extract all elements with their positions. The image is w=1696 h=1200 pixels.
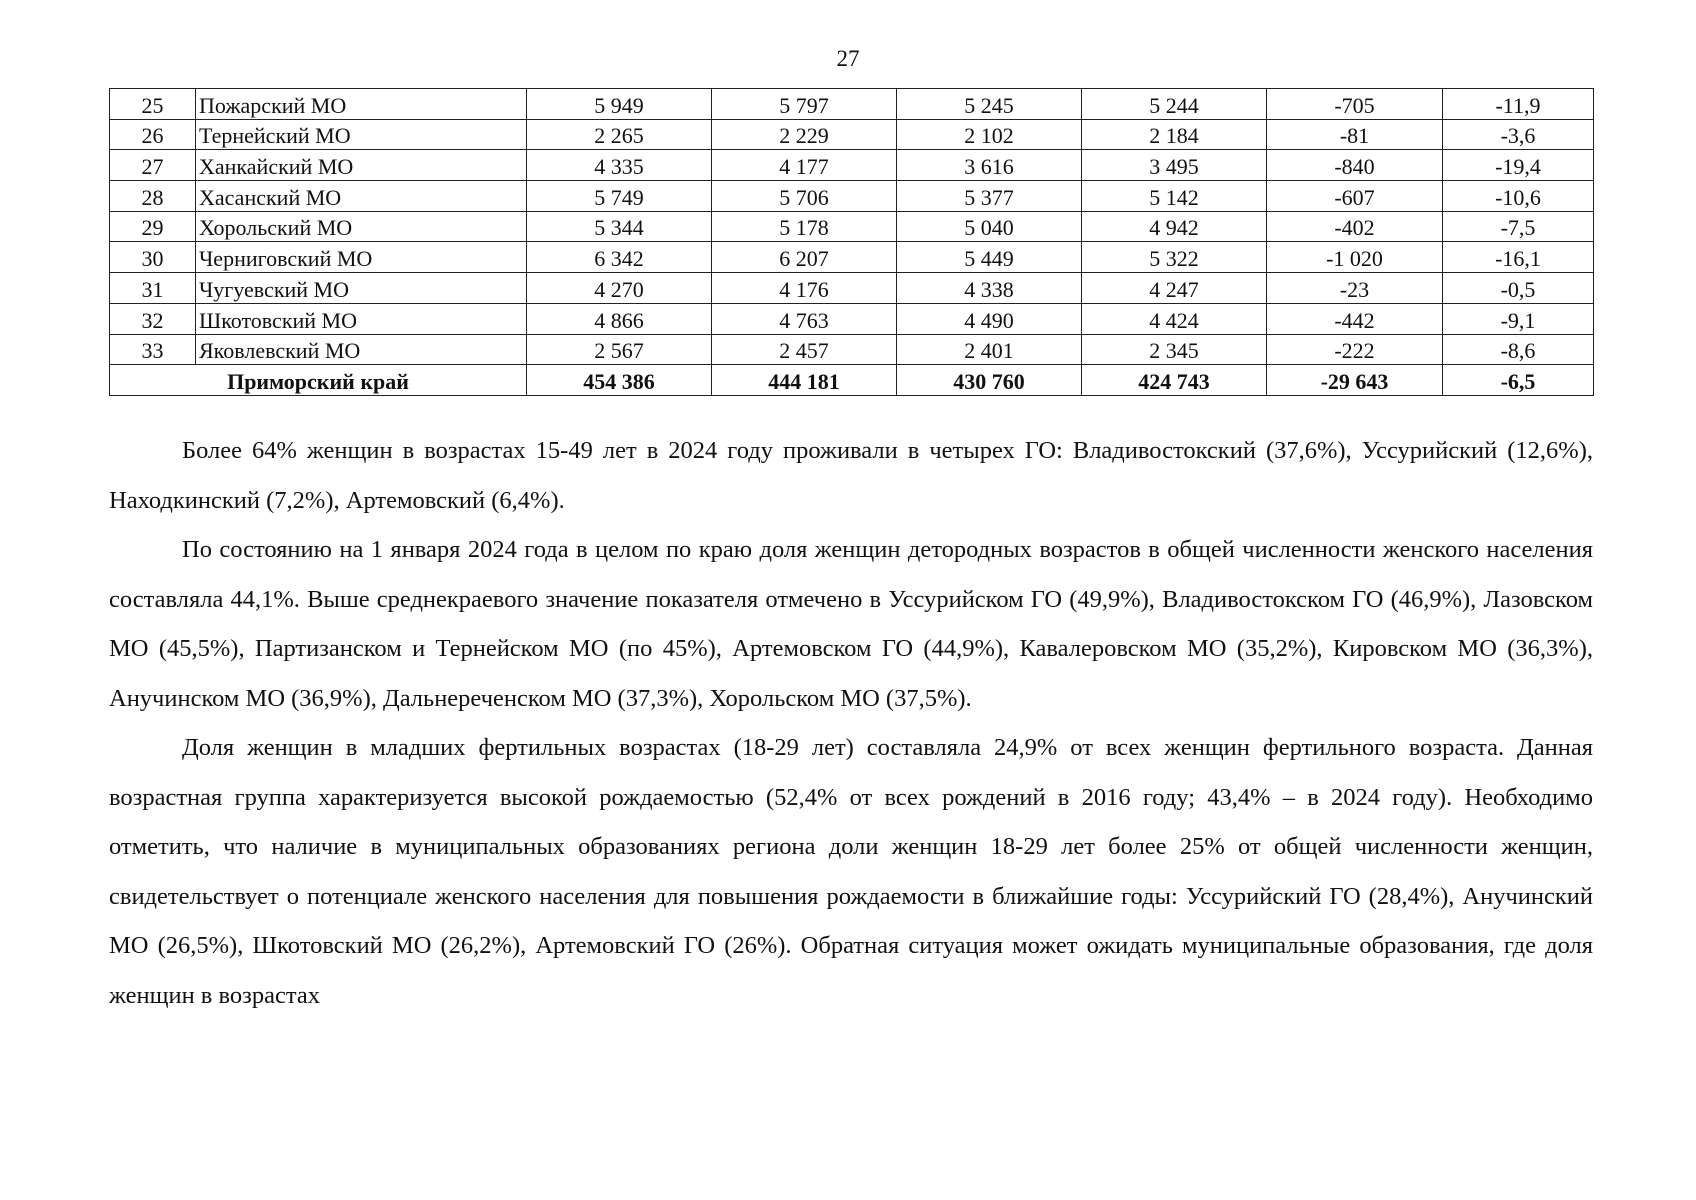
row-number-cell: 33	[110, 334, 196, 365]
total-value-cell: 424 743	[1082, 365, 1267, 396]
value-cell: 3 616	[897, 150, 1082, 181]
value-cell: 5 949	[527, 89, 712, 120]
municipality-name-cell: Яковлевский МО	[196, 334, 527, 365]
value-cell: -81	[1267, 119, 1443, 150]
value-cell: 2 401	[897, 334, 1082, 365]
value-cell: -23	[1267, 273, 1443, 304]
table-row	[110, 303, 1594, 334]
value-cell: 4 866	[527, 303, 712, 334]
municipality-name-cell: Хорольский МО	[196, 211, 527, 242]
total-value-cell: -29 643	[1267, 365, 1443, 396]
value-cell: 5 377	[897, 181, 1082, 212]
row-number-cell: 28	[110, 181, 196, 212]
table-row	[110, 181, 1594, 212]
table-row	[110, 273, 1594, 304]
value-cell: 4 490	[897, 303, 1082, 334]
value-cell: -10,6	[1443, 181, 1594, 212]
table-row	[110, 119, 1594, 150]
table-row	[110, 150, 1594, 181]
value-cell: -705	[1267, 89, 1443, 120]
value-cell: 5 797	[712, 89, 897, 120]
table-body	[110, 89, 1594, 396]
municipality-name-cell: Ханкайский МО	[196, 150, 527, 181]
value-cell: -0,5	[1443, 273, 1594, 304]
value-cell: 5 244	[1082, 89, 1267, 120]
row-number-cell: 25	[110, 89, 196, 120]
value-cell: -19,4	[1443, 150, 1594, 181]
value-cell: 5 322	[1082, 242, 1267, 273]
value-cell: 5 245	[897, 89, 1082, 120]
value-cell: 4 177	[712, 150, 897, 181]
municipality-name-cell: Пожарский МО	[196, 89, 527, 120]
value-cell: 2 567	[527, 334, 712, 365]
body-text	[109, 426, 1593, 1020]
value-cell: 5 706	[712, 181, 897, 212]
table-row	[110, 242, 1594, 273]
row-number-cell: 30	[110, 242, 196, 273]
value-cell: 5 344	[527, 211, 712, 242]
value-cell: 4 942	[1082, 211, 1267, 242]
table-row	[110, 334, 1594, 365]
value-cell: 4 338	[897, 273, 1082, 304]
value-cell: 2 102	[897, 119, 1082, 150]
value-cell: 2 229	[712, 119, 897, 150]
value-cell: 2 265	[527, 119, 712, 150]
paragraph: Более 64% женщин в возрастах 15-49 лет в 2024 году проживали в четырех ГО: Владивостокский (37,6%), Уссурийский (12,6%), Находкинский (7,2%), Артемовский (6,4%).	[109, 437, 1593, 514]
value-cell: -9,1	[1443, 303, 1594, 334]
value-cell: 5 178	[712, 211, 897, 242]
value-cell: -8,6	[1443, 334, 1594, 365]
value-cell: -442	[1267, 303, 1443, 334]
value-cell: -840	[1267, 150, 1443, 181]
paragraph: По состоянию на 1 января 2024 года в целом по краю доля женщин детородных возрастов в общей численности женского населения составляла 44,1%. Выше среднекраевого значение показателя отмечено в Уссурийском ГО (49,9%), Владивостокском ГО (46,9%), Лазовском МО (45,5%), Партизанском и Тернейском МО (по 45%), Артемовском ГО (44,9%), Кавалеровском МО (35,2%), Кировском МО (36,3%), Анучинском МО (36,9%), Дальнереченском МО (37,3%), Хорольском МО (37,5%).	[109, 536, 1593, 712]
total-value-cell: -6,5	[1443, 365, 1594, 396]
value-cell: 3 495	[1082, 150, 1267, 181]
paragraph: Доля женщин в младших фертильных возрастах (18-29 лет) составляла 24,9% от всех женщин фертильного возраста. Данная возрастная группа характеризуется высокой рождаемостью (52,4% от всех рождений в 2016 году; 43,4% – в 2024 году). Необходимо отметить, что наличие в муниципальных образованиях региона доли женщин 18-29 лет более 25% от общей численности женщин, свидетельствует о потенциале женского населения для повышения рождаемости в ближайшие годы: Уссурийский ГО (28,4%), Анучинский МО (26,5%), Шкотовский МО (26,2%), Артемовский ГО (26%). Обратная ситуация может ожидать муниципальные образования, где доля женщин в возрастах	[109, 734, 1593, 1009]
value-cell: 5 449	[897, 242, 1082, 273]
value-cell: 4 270	[527, 273, 712, 304]
table-total-row	[110, 365, 1594, 396]
table-row	[110, 211, 1594, 242]
municipality-name-cell: Чугуевский МО	[196, 273, 527, 304]
total-value-cell: 454 386	[527, 365, 712, 396]
total-label-cell: Приморский край	[110, 365, 527, 396]
municipality-name-cell: Черниговский МО	[196, 242, 527, 273]
value-cell: -7,5	[1443, 211, 1594, 242]
value-cell: -11,9	[1443, 89, 1594, 120]
value-cell: 2 345	[1082, 334, 1267, 365]
value-cell: -402	[1267, 211, 1443, 242]
total-value-cell: 430 760	[897, 365, 1082, 396]
total-value-cell: 444 181	[712, 365, 897, 396]
table-row	[110, 89, 1594, 120]
value-cell: 4 247	[1082, 273, 1267, 304]
value-cell: 4 176	[712, 273, 897, 304]
value-cell: 2 457	[712, 334, 897, 365]
municipality-name-cell: Тернейский МО	[196, 119, 527, 150]
value-cell: 5 142	[1082, 181, 1267, 212]
row-number-cell: 29	[110, 211, 196, 242]
row-number-cell: 27	[110, 150, 196, 181]
municipality-name-cell: Шкотовский МО	[196, 303, 527, 334]
value-cell: -222	[1267, 334, 1443, 365]
value-cell: 4 763	[712, 303, 897, 334]
value-cell: 4 335	[527, 150, 712, 181]
value-cell: 5 749	[527, 181, 712, 212]
population-table	[109, 88, 1594, 396]
page-number: 27	[836, 46, 860, 71]
value-cell: 6 342	[527, 242, 712, 273]
value-cell: 4 424	[1082, 303, 1267, 334]
value-cell: 6 207	[712, 242, 897, 273]
value-cell: 2 184	[1082, 119, 1267, 150]
value-cell: -16,1	[1443, 242, 1594, 273]
value-cell: -607	[1267, 181, 1443, 212]
value-cell: -3,6	[1443, 119, 1594, 150]
row-number-cell: 31	[110, 273, 196, 304]
municipality-name-cell: Хасанский МО	[196, 181, 527, 212]
value-cell: -1 020	[1267, 242, 1443, 273]
row-number-cell: 32	[110, 303, 196, 334]
row-number-cell: 26	[110, 119, 196, 150]
value-cell: 5 040	[897, 211, 1082, 242]
